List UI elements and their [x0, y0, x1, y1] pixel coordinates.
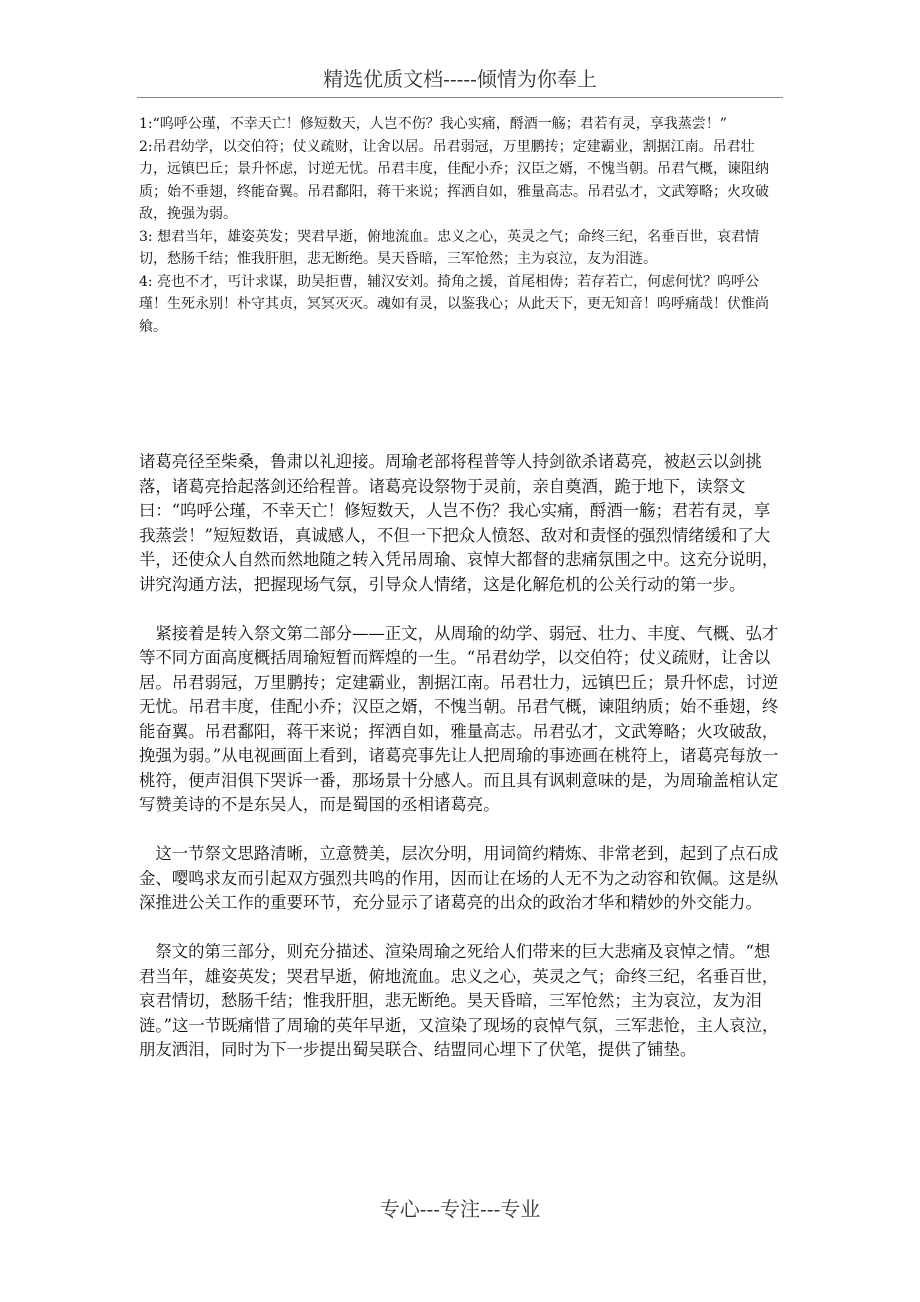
quote-item-3: 3: 想君当年，雄姿英发；哭君早逝，俯地流血。忠义之心，英灵之气；命终三纪，名垂百世，哀君情切，愁肠千结；惟我肝胆，悲无断绝。昊天昏暗，三军怆然；主为哀泣，友为泪涟。: [139, 228, 760, 267]
body-paragraph-2: 紧接着是转入祭文第二部分——正文，从周瑜的幼学、弱冠、壮力、丰度、气概、弘才等不同方面高度概括周瑜短暂而辉煌的一生。“吊君幼学，以交伯符；仗义疏财，让舍以居。吊君弱冠，万里鹏抟；定建霸业，割据江南。吊君壮力，远镇巴丘；景升怀虑，讨逆无忧。吊君丰度，佳配小乔；汉臣之婿，不愧当朝。吊君气概，谏阻纳质；始不垂翅，终能奋翼。吊君鄱阳，蒋干来说；挥洒自如，雅量高志。吊君弘才，文武筹略；火攻破敌，挽强为弱。”从电视画面上看到，诸葛亮事先让人把周瑜的事迹画在桃符上，诸葛亮每放一桃符，便声泪俱下哭诉一番，那场景十分感人。而且具有讽刺意味的是，为周瑜盖棺认定写赞美诗的不是东吴人，而是蜀国的丞相诸葛亮。: [139, 623, 779, 814]
body-paragraph-1: 诸葛亮径至柴桑，鲁肃以礼迎接。周瑜老部将程普等人持剑欲杀诸葛亮，被赵云以剑挑落，诸葛亮拾起落剑还给程普。诸葛亮设祭物于灵前，亲自奠酒，跪于地下，读祭文曰：“呜呼公瑾，不幸天亡！修短数天，人岂不伤？我心实痛，酹酒一觞；君若有灵，享我蒸尝！”短短数语，真诚感人，不但一下把众人愤怒、敌对和责怪的强烈情绪缓和了大半，还使众人自然而然地随之转入凭吊周瑜、哀悼大都督的悲痛氛围之中。这充分说明，讲究沟通方法，把握现场气氛，引导众人情绪，这是化解危机的公关行动的第一步。: [139, 452, 779, 594]
page-footer: 专心---专注---专业: [379, 1197, 541, 1221]
quote-item-4: 4: 亮也不才，丐计求谋，助吴拒曹，辅汉安刘。掎角之援，首尾相俦；若存若亡，何虑何忧？呜呼公瑾！生死永别！朴守其贞，冥冥灭灭。魂如有灵，以鉴我心；从此天下，更无知音！呜呼痛哉！伏惟尚飨。: [139, 273, 769, 335]
quote-item-2: 2:吊君幼学，以交伯符；仗义疏财，让舍以居。吊君弱冠，万里鹏抟；定建霸业，割据江南。吊君壮力，远镇巴丘；景升怀虑，讨逆无忧。吊君丰度，佳配小乔；汉臣之婿，不愧当朝。吊君气概，谏阻纳质；始不垂翅，终能奋翼。吊君鄱阳，蒋干来说；挥洒自如，雅量高志。吊君弘才，文武筹略；火攻破敌，挽强为弱。: [139, 138, 769, 222]
body-paragraph-4: 祭文的第三部分，则充分描述、渲染周瑜之死给人们带来的巨大悲痛及哀悼之情。“想君当年，雄姿英发；哭君早逝，俯地流血。忠义之心，英灵之气；命终三纪，名垂百世，哀君情切，愁肠千结；惟我肝胆，悲无断绝。昊天昏暗，三军怆然；主为哀泣，友为泪涟。”这一节既痛惜了周瑜的英年早逝，又渲染了现场的哀悼气氛，三军悲怆，主人哀泣，朋友洒泪，同时为下一步提出蜀吴联合、结盟同心埋下了伏笔，提供了铺垫。: [139, 942, 779, 1059]
body-paragraph-3: 这一节祭文思路清晰，立意赞美，层次分明，用词简约精炼、非常老到，起到了点石成金、嘤鸣求友而引起双方强烈共鸣的作用，因而让在场的人无不为之动容和钦佩。这是纵深推进公关工作的重要环节，充分显示了诸葛亮的出众的政治才华和精妙的外交能力。: [139, 844, 779, 912]
article-body: [139, 450, 783, 1087]
page-header: 精选优质文档-----倾情为你奉上: [323, 67, 597, 91]
quote-item-1: 1:“呜呼公瑾，不幸天亡！修短数天，人岂不伤？我心实痛，酹酒一觞；君若有灵，享我蒸尝！”: [139, 116, 727, 132]
header-divider: [137, 97, 783, 98]
quote-list: [139, 113, 781, 338]
